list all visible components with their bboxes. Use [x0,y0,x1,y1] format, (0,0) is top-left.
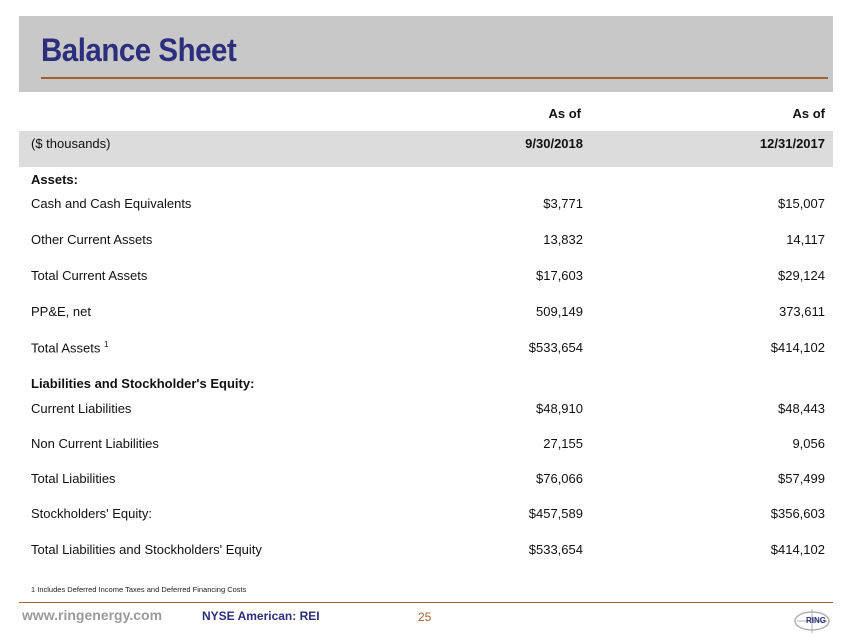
row-value-2018: $3,771 [543,196,583,211]
row-value-2017: $57,499 [778,471,825,486]
table-row [19,268,833,286]
title-underline [41,77,828,79]
row-label: Stockholders' Equity: [31,506,152,521]
footer-divider [19,602,833,603]
row-value-2017: 14,117 [786,232,825,247]
column-header-as-of-1: As of [548,106,581,121]
row-value-2018: $457,589 [528,506,583,521]
row-value-2018: $76,066 [536,471,583,486]
column-date-2: 12/31/2017 [759,136,825,151]
slide-header [19,16,833,92]
row-value-2017: $15,007 [778,196,825,211]
page-number: 25 [418,610,432,624]
row-value-2017: $414,102 [770,340,825,355]
row-value-2017: $356,603 [770,506,825,521]
row-value-2017: $48,443 [778,401,825,416]
table-row [19,232,833,250]
row-value-2017: 9,056 [792,436,825,451]
row-value-2017: $29,124 [778,268,825,283]
website-link[interactable]: www.ringenergy.com [22,607,163,623]
row-label: PP&E, net [31,304,91,319]
row-value-2018: $533,654 [528,542,583,557]
row-label: Total Liabilities and Stockholders' Equity [31,542,262,557]
row-label: Total Current Assets [31,268,148,283]
row-label: Other Current Assets [31,232,153,247]
stock-ticker: NYSE American: REI [202,609,320,623]
row-label: Total Liabilities [31,471,116,486]
table-row [19,401,833,419]
row-value-2018: 509,149 [536,304,583,319]
row-value-2018: $17,603 [536,268,583,283]
row-value-2017: 373,611 [778,304,825,319]
table-row [19,471,833,489]
row-label-total-assets [31,340,108,355]
table-row [19,436,833,454]
footnote: 1 Includes Deferred Income Taxes and Deferred Financing Costs [31,585,247,594]
row-value-2018: $48,910 [536,401,583,416]
column-header-band [19,131,833,167]
table-row [19,506,833,524]
page-title: Balance Sheet [41,32,237,68]
units-label: ($ thousands) [31,136,111,151]
column-header-as-of-2: As of [792,106,825,121]
section-assets: Assets: [31,172,78,187]
logo-text: RING [806,616,826,625]
table-row [19,304,833,322]
table-row [19,340,833,358]
table-row [19,542,833,560]
row-value-2018: $533,654 [528,340,583,355]
section-liabilities-equity: Liabilities and Stockholder's Equity: [31,376,255,391]
column-date-1: 9/30/2018 [525,136,583,151]
row-label: Cash and Cash Equivalents [31,196,192,211]
row-value-2018: 13,832 [543,232,583,247]
row-label: Total Assets [31,340,101,356]
footnote-marker: 1 [104,340,109,349]
row-label: Current Liabilities [31,401,132,416]
row-label: Non Current Liabilities [31,436,159,451]
table-row [19,196,833,214]
row-value-2017: $414,102 [770,542,825,557]
row-value-2018: 27,155 [543,436,583,451]
